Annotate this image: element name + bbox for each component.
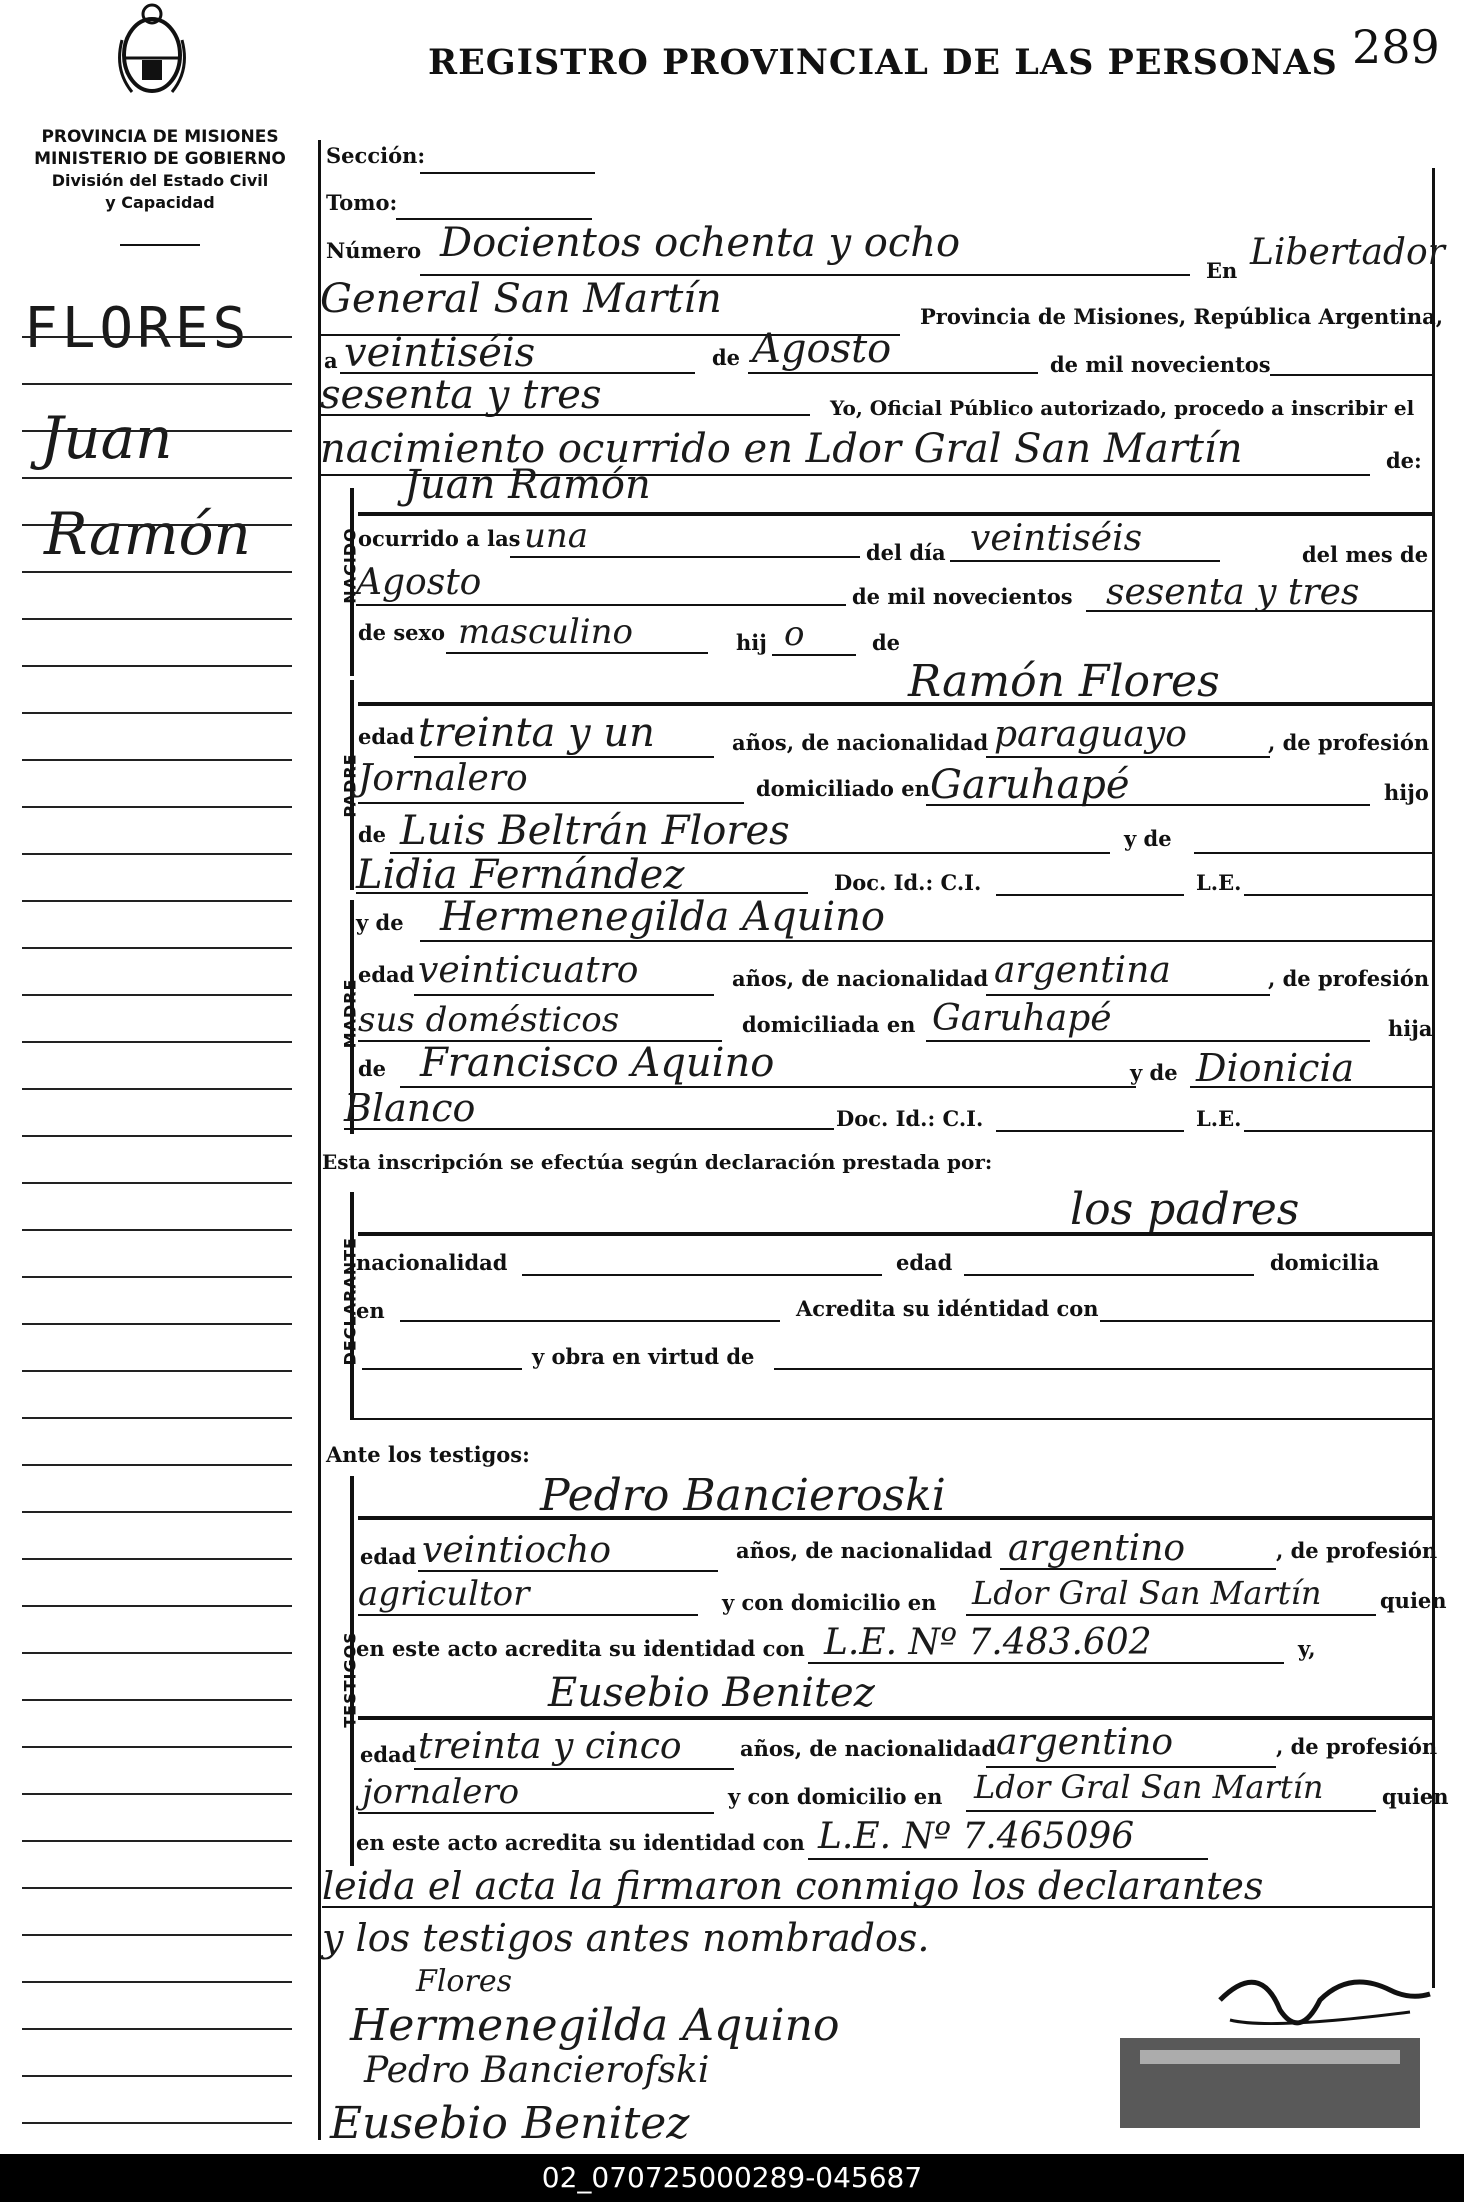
place-value: General San Martín — [320, 276, 722, 322]
margin-ruled-line — [22, 336, 292, 338]
margin-surname: FLORES — [24, 296, 251, 361]
declarante-label: DECLARANTE — [340, 1237, 360, 1366]
padre-doc-line — [996, 894, 1184, 896]
witness1-prof-line — [358, 1614, 698, 1616]
agency-line: y Capacidad — [105, 193, 215, 212]
declarante-value: los padres — [1070, 1184, 1300, 1235]
witness2-name-line — [358, 1716, 1432, 1720]
padre-prof-line — [358, 802, 744, 804]
de-colon: de: — [1386, 448, 1422, 473]
mil-line — [1270, 374, 1432, 376]
agency-block — [20, 126, 300, 214]
signature: Flores — [416, 1964, 512, 1999]
document-code-footer: 02_070725000289-045687 — [0, 2154, 1464, 2202]
year-value: sesenta y tres — [320, 372, 602, 418]
child-name: Juan Ramón — [404, 462, 651, 508]
madre-edad-line — [414, 994, 714, 996]
hij-line — [772, 654, 856, 656]
madre-y-de-label: y de — [356, 910, 404, 935]
padre-label: PADRE — [340, 753, 360, 818]
padre-dom-value: Garuhapé — [930, 762, 1130, 808]
margin-ruled-line — [22, 1323, 292, 1325]
witness2-quien-label: quien — [1382, 1784, 1449, 1809]
witness2-id-line — [808, 1858, 1208, 1860]
witness2-edad-line — [414, 1768, 734, 1770]
margin-ruled-line — [22, 1934, 292, 1936]
padre-edad-value: treinta y un — [418, 710, 655, 756]
madre-nac-line — [986, 994, 1270, 996]
birth-month-line — [356, 604, 846, 606]
margin-given-name: Ramón — [44, 500, 251, 568]
declarante-nac-line — [522, 1274, 882, 1276]
margin-ruled-line — [22, 853, 292, 855]
madre-doc-line — [996, 1130, 1184, 1132]
madre-dom-line — [926, 1040, 1370, 1042]
testigos-label: TESTIGOS — [340, 1631, 360, 1728]
closing-line: y los testigos antes nombrados. — [322, 1916, 930, 1960]
frame-right — [1432, 168, 1435, 1988]
margin-ruled-line — [22, 665, 292, 667]
madre-prof-label: , de profesión — [1268, 966, 1430, 991]
nacido-de-label: de — [872, 630, 901, 655]
padre-edad-label: edad — [358, 724, 415, 749]
padre-dom-line — [926, 804, 1370, 806]
padre-doc-label: Doc. Id.: C.I. — [834, 870, 982, 895]
page-number: 289 — [1352, 20, 1440, 74]
maternal-grandmother: Dionicia — [1196, 1046, 1355, 1090]
madre-label: MADRE — [340, 978, 360, 1049]
madre-doc-label: Doc. Id.: C.I. — [836, 1106, 984, 1131]
witness1-edad-label: edad — [360, 1544, 417, 1569]
padre-y-de-label: y de — [1124, 826, 1172, 851]
margin-ruled-line — [22, 1652, 292, 1654]
mother-name: Hermenegilda Aquino — [440, 894, 885, 940]
father-name: Ramón Flores — [908, 656, 1220, 707]
margin-ruled-line — [22, 1229, 292, 1231]
witness2-id-value: L.E. Nº 7.465096 — [818, 1816, 1135, 1857]
margin-ruled-line — [22, 383, 292, 385]
hour-value: una — [524, 516, 589, 556]
margin-ruled-line — [22, 430, 292, 432]
declarante-en-line — [400, 1320, 780, 1322]
declarante-edad-line — [964, 1274, 1254, 1276]
madre-prof-value: sus domésticos — [358, 1000, 620, 1040]
witness1-prof-label: , de profesión — [1276, 1538, 1438, 1563]
witness1-id-line — [808, 1662, 1284, 1664]
signature: Eusebio Benitez — [330, 2098, 690, 2149]
hij-value: o — [784, 614, 805, 654]
witness1-nac-label: años, de nacionalidad — [736, 1538, 993, 1563]
margin-ruled-line — [22, 477, 292, 479]
father-name-line — [358, 702, 1432, 706]
witness2-edad-label: edad — [360, 1742, 417, 1767]
madre-nac-label: años, de nacionalidad — [732, 966, 989, 991]
maternal-grandfather: Francisco Aquino — [420, 1040, 775, 1086]
margin-ruled-line — [22, 1464, 292, 1466]
witness2-dom-line — [966, 1810, 1376, 1812]
margin-given-name: Juan — [40, 404, 173, 472]
seccion-line — [420, 172, 595, 174]
margin-ruled-line — [22, 1605, 292, 1607]
agency-line: PROVINCIA DE MISIONES — [41, 127, 279, 147]
madre-edad-label: edad — [358, 962, 415, 987]
margin-ruled-line — [22, 1699, 292, 1701]
hour-line — [510, 556, 860, 558]
margin-ruled-line — [22, 524, 292, 526]
del-dia-label: del día — [866, 540, 946, 565]
declarante-blank-line — [362, 1368, 522, 1370]
declarante-intro: Esta inscripción se efectúa según declaración prestada por: — [322, 1150, 993, 1174]
padre-le-line — [1244, 894, 1432, 896]
declarante-nac-label: nacionalidad — [356, 1250, 508, 1275]
declarante-obra-line — [774, 1368, 1432, 1370]
madre-le-line — [1244, 1130, 1432, 1132]
witness2-nac-label: años, de nacionalidad — [740, 1736, 997, 1761]
a-label: a — [324, 348, 338, 373]
witness1-name: Pedro Bancieroski — [540, 1470, 946, 1521]
margin-ruled-line — [22, 2075, 292, 2077]
sexo-label: de sexo — [358, 620, 446, 645]
declarante-bottom-line — [352, 1418, 1432, 1420]
closing-line: leida el acta la firmaron conmigo los declarantes — [322, 1864, 1264, 1908]
declarante-en-label: en — [356, 1298, 385, 1323]
mother-name-line — [420, 940, 1432, 942]
signature: Hermenegilda Aquino — [350, 2000, 840, 2051]
year-line — [320, 414, 810, 416]
witness2-prof-label: , de profesión — [1276, 1734, 1438, 1759]
margin-ruled-line — [22, 759, 292, 761]
maternal-grandmother-surname-line — [344, 1128, 834, 1130]
margin-ruled-line — [22, 1558, 292, 1560]
madre-y-de-label: y de — [1130, 1060, 1178, 1085]
declarante-dom-label: domicilia — [1270, 1250, 1380, 1275]
margin-ruled-line — [22, 1088, 292, 1090]
closing-rule — [322, 1906, 1432, 1908]
margin-ruled-line — [22, 1370, 292, 1372]
document-title: REGISTRO PROVINCIAL DE LAS PERSONAS — [428, 42, 1338, 83]
witness1-id-value: L.E. Nº 7.483.602 — [824, 1622, 1152, 1663]
birth-year-value: sesenta y tres — [1106, 572, 1360, 613]
witness1-dom-line — [966, 1614, 1376, 1616]
witness2-dom-value: Ldor Gral San Martín — [974, 1768, 1324, 1806]
margin-ruled-line — [22, 806, 292, 808]
margin-ruled-line — [22, 900, 292, 902]
madre-dom-value: Garuhapé — [932, 998, 1112, 1039]
witness1-name-line — [358, 1516, 1432, 1520]
margin-ruled-line — [22, 1840, 292, 1842]
birth-month-value: Agosto — [356, 562, 482, 603]
place-value: Libertador — [1250, 232, 1445, 273]
witness2-name: Eusebio Benitez — [548, 1670, 875, 1716]
madre-le-label: L.E. — [1196, 1106, 1242, 1131]
declarante-line — [358, 1232, 1432, 1236]
maternal-grandmother-line — [1190, 1086, 1432, 1088]
provincia-label: Provincia de Misiones, República Argentina, — [920, 304, 1444, 329]
hij-label: hij — [736, 630, 767, 655]
witness1-prof-value: agricultor — [358, 1574, 530, 1614]
padre-nac-value: paraguayo — [994, 714, 1187, 755]
padre-y-de-line — [1194, 852, 1432, 854]
birth-year-line — [1086, 610, 1432, 612]
witness1-edad-value: veintiocho — [422, 1530, 612, 1571]
witness1-nac-value: argentino — [1008, 1528, 1186, 1569]
sexo-value: masculino — [458, 612, 634, 652]
witness1-dom-value: Ldor Gral San Martín — [972, 1574, 1322, 1612]
witness2-prof-line — [358, 1812, 714, 1814]
margin-ruled-line — [22, 2122, 292, 2124]
official-signature-stamp — [1110, 1960, 1440, 2140]
month-value: Agosto — [752, 326, 892, 372]
madre-nac-value: argentina — [994, 950, 1171, 991]
birth-day-value: veintiséis — [970, 518, 1143, 559]
declarante-acredita-label: Acredita su idéntidad con — [796, 1296, 1099, 1321]
padre-nac-label: años, de nacionalidad — [732, 730, 989, 755]
witness2-prof-value: jornalero — [362, 1772, 520, 1812]
padre-prof-label: , de profesión — [1268, 730, 1430, 755]
padre-de-label: de — [358, 822, 387, 847]
margin-ruled-line — [22, 1981, 292, 1983]
witness1-edad-line — [418, 1570, 718, 1572]
margin-ruled-line — [22, 1276, 292, 1278]
margin-ruled-line — [22, 571, 292, 573]
witness1-quien-label: quien — [1380, 1588, 1447, 1613]
maternal-grandfather-line — [400, 1086, 1136, 1088]
witness2-edad-value: treinta y cinco — [418, 1726, 682, 1767]
declarante-edad-label: edad — [896, 1250, 953, 1275]
padre-dom-label: domiciliado en — [756, 776, 930, 801]
margin-ruled-line — [22, 1041, 292, 1043]
agency-line: MINISTERIO DE GOBIERNO — [34, 149, 286, 169]
margin-ruled-line — [22, 1182, 292, 1184]
nacimiento-value: nacimiento ocurrido en Ldor Gral San Martín — [320, 426, 1243, 472]
witness2-dom-label: y con domicilio en — [728, 1784, 943, 1809]
margin-ruled-line — [22, 1135, 292, 1137]
padre-le-label: L.E. — [1196, 870, 1242, 895]
margin-ruled-line — [22, 712, 292, 714]
nacido-label: NACIDO — [340, 527, 360, 604]
witness2-nac-value: argentino — [996, 1722, 1174, 1763]
padre-prof-value: Jornalero — [358, 758, 528, 799]
margin-ruled-line — [22, 2028, 292, 2030]
margin-ruled-line — [22, 1511, 292, 1513]
coat-of-arms-emblem — [112, 0, 192, 100]
sexo-line — [446, 652, 708, 654]
birth-day-line — [950, 560, 1220, 562]
paternal-grandmother: Lidia Fernández — [356, 852, 685, 898]
witness1-y-label: y, — [1298, 1636, 1316, 1661]
margin-ruled-line — [22, 1417, 292, 1419]
month-line — [748, 372, 1038, 374]
madre-edad-value: veinticuatro — [418, 950, 639, 991]
margin-ruled-line — [22, 618, 292, 620]
numero-value: Docientos ochenta y ocho — [440, 220, 961, 266]
madre-de-label: de — [358, 1056, 387, 1081]
testigos-intro: Ante los testigos: — [326, 1442, 530, 1467]
del-mes-label: del mes de — [1302, 542, 1429, 567]
en-label: En — [1206, 258, 1238, 283]
witness1-dom-label: y con domicilio en — [722, 1590, 937, 1615]
tomo-label: Tomo: — [326, 190, 398, 215]
seccion-label: Sección: — [326, 143, 426, 168]
agency-line: División del Estado Civil — [51, 171, 269, 190]
witness2-acredita-label: en este acto acredita su identidad con — [356, 1830, 805, 1855]
madre-dom-label: domiciliada en — [742, 1012, 916, 1037]
de-label: de — [712, 345, 741, 370]
numero-label: Número — [326, 238, 422, 263]
margin-ruled-line — [22, 994, 292, 996]
margin-ruled-line — [22, 1746, 292, 1748]
padre-hijo-label: hijo — [1384, 780, 1429, 805]
paternal-grandfather: Luis Beltrán Flores — [400, 808, 790, 854]
declarante-obra-label: y obra en virtud de — [532, 1344, 755, 1369]
child-name-line — [358, 512, 1432, 516]
margin-ruled-line — [22, 1793, 292, 1795]
declarante-acredita-line — [1100, 1320, 1432, 1322]
day-value: veintiséis — [344, 330, 536, 376]
birth-mil-label: de mil novecientos — [852, 584, 1073, 609]
margin-ruled-line — [22, 947, 292, 949]
yo-label: Yo, Oficial Público autorizado, procedo a inscribir el — [830, 396, 1415, 420]
signature: Pedro Bancierofski — [364, 2050, 710, 2091]
madre-hija-label: hija — [1388, 1016, 1433, 1041]
ocurrido-label: ocurrido a las — [358, 526, 521, 551]
divider — [120, 244, 200, 246]
witness1-acredita-label: en este acto acredita su identidad con — [356, 1636, 805, 1661]
padre-nac-line — [986, 756, 1270, 758]
mil-label: de mil novecientos — [1050, 352, 1271, 377]
margin-ruled-line — [22, 1887, 292, 1889]
maternal-grandmother-surname: Blanco — [344, 1086, 476, 1130]
witness1-nac-line — [1000, 1568, 1276, 1570]
